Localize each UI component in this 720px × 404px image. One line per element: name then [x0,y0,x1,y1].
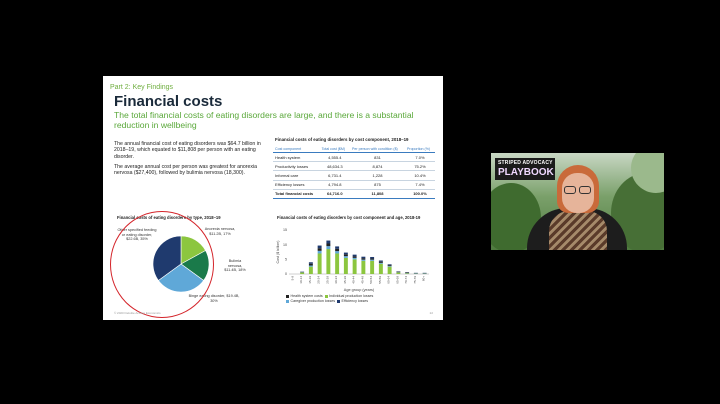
cell: Informal care [273,171,320,180]
pie-chart-title: Financial costs of eating disorders by type, 2018–19 [117,215,221,220]
bar-segment [370,257,374,258]
legend-item: Caregiver production losses [290,299,336,303]
legend-item: Individual production losses [329,294,374,298]
bar-segment [335,249,339,251]
bar-segment [396,273,400,274]
pie-label-other: Other specified feeding or eating disorder, $22.6B, 35% [117,228,157,242]
bar-segment [318,253,322,274]
bar-segment [361,257,365,258]
bar-segment [388,265,392,266]
y-axis-label: Cost ($ billion) [276,240,280,264]
cell: 10.4% [405,171,435,180]
legend-item: Health system costs [290,294,323,298]
cell: 64,716.0 [320,189,350,198]
pie-label-binge: Binge eating disorder, $19.4B, 30% [188,294,240,303]
cell: Health system [273,153,320,162]
x-tick-label: 55-59 [377,276,382,284]
footer-copyright: © 2020 Deloitte Access Economics [114,311,161,315]
cell: 75.2% [405,162,435,171]
bar-segment [344,254,348,256]
cell: 4,555.4 [320,153,350,162]
table-row [273,180,435,189]
x-tick-label: 45-49 [360,276,365,284]
bar-segment [361,261,365,274]
cell: 1,228 [350,171,405,180]
webcam-video [491,153,664,250]
cell: Efficiency losses [273,180,320,189]
bar-segment [309,267,313,274]
bar-segment [318,248,322,251]
bar-segment [370,261,374,274]
x-tick-label: 30-34 [334,276,339,284]
bar-segment [388,264,392,265]
bar-segment [405,273,409,274]
badge-line-2: PLAYBOOK [498,167,554,178]
bar-segment [300,273,304,274]
y-tick-label: 10 [283,242,287,247]
table-title: Financial costs of eating disorders by cost component, 2018–19 [275,137,409,142]
x-tick-label: 25-29 [325,276,330,284]
bar-segment [388,267,392,274]
bar-segment [335,251,339,253]
bar-segment [353,258,357,259]
glasses-right-lens [579,186,591,194]
bar-segment [344,256,348,258]
bar-segment [361,258,365,259]
bar-segment [405,273,409,274]
bar-segment [326,246,330,249]
x-tick-label: 35-39 [342,276,347,284]
y-tick-label: 5 [285,257,287,262]
cost-table [273,146,435,199]
x-tick-label: 20-24 [316,276,321,284]
header-cell: Per person with condition ($) [350,146,405,153]
table-row [273,153,435,162]
table-total-row [273,189,435,198]
cell: 11,808 [350,189,405,198]
brand-badge [495,158,555,180]
person-scarf [549,211,607,250]
y-tick-label: 0 [285,272,287,277]
bar-segment [379,263,383,264]
bar-segment [370,260,374,261]
bar-segment [326,241,330,244]
x-tick-label: 5-9 [290,276,295,281]
bar-segment [318,251,322,254]
bar-segment [379,261,383,262]
legend-swatch [286,295,289,298]
bar-chart-legend [286,294,373,304]
cell: 100.0% [405,189,435,198]
x-tick-label: 65-69 [395,276,400,284]
legend-swatch [325,295,328,298]
x-tick-label: 40-44 [351,276,356,284]
pie-label-bulimia: Bulimia nervosa, $11.4B, 18% [224,259,246,273]
table-row [273,171,435,180]
section-label: Part 2: Key Findings [110,84,174,91]
bar-segment [379,264,383,274]
bar-segment [318,246,322,249]
x-tick-label: 15-19 [307,276,312,284]
bar-segment [379,262,383,263]
bar-segment [353,256,357,257]
slide-title: Financial costs [114,93,223,110]
cell: 7.4% [405,180,435,189]
x-tick-label: 75-79 [412,276,417,284]
cell: Productivity losses [273,162,320,171]
bar-segment [396,272,400,273]
bar-segment [326,243,330,246]
cell: Total financial costs [273,189,320,198]
paragraph-total-cost: The annual financial cost of eating disorders was $64.7 billion in 2018–19, which equated to $11,808 per person with an eating disorder. [114,141,261,160]
cell: 48,634.3 [320,162,350,171]
legend-swatch [286,300,289,303]
slide-subtitle: The total financial costs of eating disorders are large, and there is a substantial reduction in wellbeing [114,110,414,130]
bar-chart [275,226,435,292]
header-cell: Proportion (%) [405,146,435,153]
bar-segment [353,259,357,274]
bar-segment [344,253,348,255]
presentation-slide [103,76,443,320]
x-tick-label: 50-54 [369,276,374,284]
bar-segment [309,264,313,266]
legend-swatch [337,300,340,303]
paragraph-per-person: The average annual cost per person was greatest for anorexia nervosa ($27,400), followed by bulimia nervosa (18,300). [114,164,258,177]
bar-segment [309,265,313,266]
bar-segment [335,253,339,274]
bar-segment [335,246,339,248]
cell: 831 [350,153,405,162]
cell: 6,731.4 [320,171,350,180]
table-row [273,162,435,171]
bar-segment [353,255,357,257]
y-tick-label: 15 [283,228,287,233]
bar-segment [388,266,392,267]
x-tick-label: 80+ [421,276,426,282]
x-tick-label: 10-14 [299,276,304,284]
cell: 8,874 [350,162,405,171]
bar-chart-title: Financial costs of eating disorders by cost component and age, 2018-19 [277,215,421,220]
legend-item: Efficiency losses [341,299,369,303]
bar-segment [361,260,365,261]
x-axis-label: Age group (years) [343,288,375,292]
glasses-left-lens [564,186,576,194]
pie-label-anorexia: Anorexia nervosa, $11.2B, 17% [204,227,236,236]
header-cell: Total cost ($M) [320,146,350,153]
bar-segment [344,258,348,274]
x-tick-label: 70-74 [404,276,409,284]
bar-segment [370,258,374,259]
cell: 7.0% [405,153,435,162]
bar-segment [309,262,313,263]
cell: 4,794.8 [320,180,350,189]
header-cell: Cost component [273,146,320,153]
x-tick-label: 60-64 [386,276,391,284]
badge-line-1: STRIPED ADVOCACY [498,160,553,166]
cell: 875 [350,180,405,189]
bar-segment [326,249,330,274]
red-circle-annotation [110,211,214,318]
page-number: 22 [429,311,433,315]
